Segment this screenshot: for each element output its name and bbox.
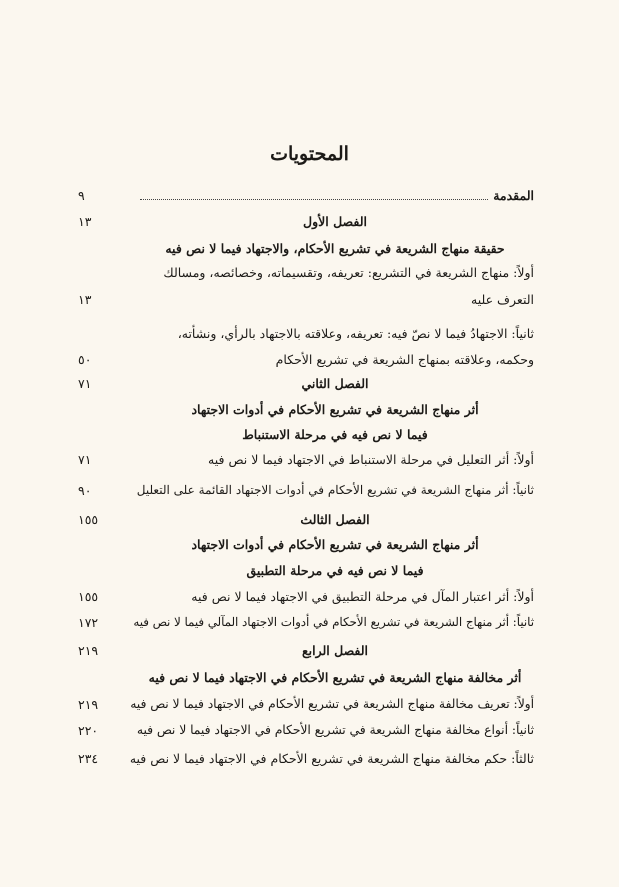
toc-entry [78, 346, 534, 373]
toc-entry-text: وحكمه، وعلاقته بمنهاج الشريعة في تشريع الأحكام [275, 352, 534, 367]
page-number: ٧١ [78, 376, 92, 391]
toc-entry [78, 691, 534, 718]
chapter-heading: حقيقة منهاج الشريعة في تشريع الأحكام، والاجتهاد فيما لا نص فيه [165, 241, 505, 256]
page-number: ١٣ [78, 214, 92, 229]
page-number: ٥٠ [78, 352, 92, 367]
page-number: ٢٢٠ [78, 723, 99, 738]
page-number: ١٧٢ [78, 615, 99, 630]
page-number: ١٥٥ [78, 589, 99, 604]
toc-entry [78, 235, 534, 262]
page-number: ٧١ [78, 452, 92, 467]
chapter-title: الفصل الأول [303, 214, 367, 229]
toc-entry [78, 531, 534, 558]
toc-entry [78, 664, 534, 691]
toc-entry [78, 637, 534, 664]
chapter-heading: أثر منهاج الشريعة في تشريع الأحكام في أدوات الاجتهاد [191, 402, 479, 417]
toc-entry-text: ثالثاً: حكم مخالفة منهاج الشريعة في تشريع الأحكام في الاجتهاد فيما لا نص فيه [129, 751, 534, 766]
toc-entry-text: ثانياً: أثر منهاج الشريعة في تشريع الأحكام في أدوات الاجتهاد القائمة على التعليل [136, 483, 534, 497]
page-title: المحتويات [270, 143, 349, 165]
page-number: ١٣ [78, 292, 92, 307]
page-number: ٩ [78, 188, 85, 203]
toc-entry-text: أولاً: منهاج الشريعة في التشريع: تعريفه، وتقسيماته، وخصائصه، ومسالك [163, 265, 534, 280]
chapter-heading: أثر منهاج الشريعة في تشريع الأحكام في أدوات الاجتهاد [191, 537, 479, 552]
toc-entry-text: أولاً: أثر التعليل في مرحلة الاستنباط في الاجتهاد فيما لا نص فيه [208, 452, 534, 467]
page-number: ٩٠ [78, 483, 92, 498]
toc-entry [78, 421, 534, 448]
toc-entry [78, 583, 534, 610]
toc-entry [78, 446, 534, 473]
chapter-title: الفصل الرابع [301, 643, 369, 658]
toc-entry [78, 208, 534, 235]
chapter-heading: أثر مخالفة منهاج الشريعة في تشريع الأحكام في الاجتهاد فيما لا نص فيه [148, 670, 522, 685]
toc-entry [78, 477, 534, 504]
toc-entry [78, 557, 534, 584]
chapter-title: الفصل الثالث [300, 512, 370, 527]
page-number: ٢١٩ [78, 643, 99, 658]
toc-entry-text: أولاً: أثر اعتبار المآل في مرحلة التطبيق في الاجتهاد فيما لا نص فيه [191, 589, 534, 604]
page-number: ٢٣٤ [78, 751, 99, 766]
chapter-heading: فيما لا نص فيه في مرحلة الاستنباط [242, 427, 428, 442]
toc-entry [78, 396, 534, 423]
toc-entry-text: التعرف عليه [471, 292, 534, 307]
toc-entry-text: ثانياً: الاجتهادُ فيما لا نصّ فيه: تعريفه، وعلاقته بالاجتهاد بالرأي، ونشأته، [177, 326, 534, 341]
chapter-heading: فيما لا نص فيه في مرحلة التطبيق [246, 563, 424, 578]
toc-entry [78, 370, 534, 397]
toc-entry [78, 286, 534, 313]
toc-entry [78, 320, 534, 347]
toc-entry-text: ثانياً: أنواع مخالفة منهاج الشريعة في تشريع الأحكام في الاجتهاد فيما لا نص فيه [136, 723, 534, 737]
toc-entry [78, 259, 534, 286]
toc-entry [78, 182, 534, 209]
dot-leader [140, 199, 488, 200]
page-number: ١٥٥ [78, 512, 99, 527]
toc-entry [78, 717, 534, 744]
toc-entry [78, 745, 534, 772]
chapter-title: الفصل الثاني [301, 376, 369, 391]
page-number: ٢١٩ [78, 697, 99, 712]
toc-entry [78, 609, 534, 636]
toc-entry [78, 506, 534, 533]
toc-entry-text: ثانياً: أثر منهاج الشريعة في تشريع الأحكام في أدوات الاجتهاد المآلي فيما لا نص فيه [133, 615, 534, 629]
toc-entry-text: أولاً: تعريف مخالفة منهاج الشريعة في تشريع الأحكام في الاجتهاد فيما لا نص فيه [130, 697, 534, 711]
toc-entry-text: المقدمة [493, 188, 534, 203]
